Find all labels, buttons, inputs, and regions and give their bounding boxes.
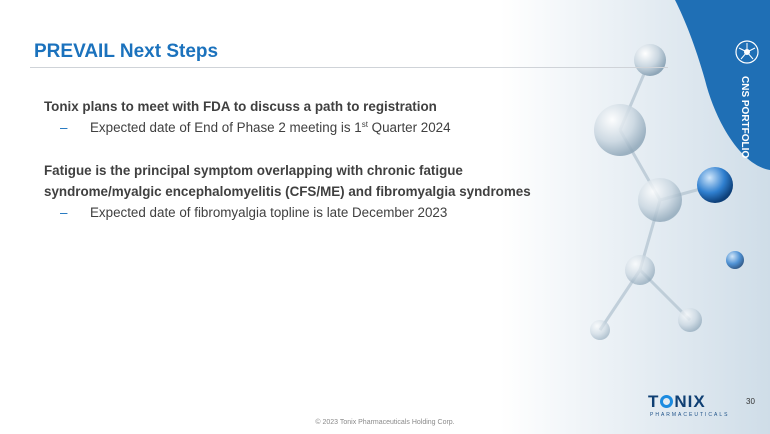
dash-marker: –: [60, 205, 68, 220]
bullet-point-fatigue: [44, 160, 604, 202]
sub-bullet-text-main: Expected date of End of Phase 2 meeting is 1: [90, 120, 362, 135]
bullet-line-2: syndrome/myalgic encephalomyelitis (CFS/ME) and fibromyalgia syndromes: [44, 184, 531, 199]
side-label: [728, 38, 766, 158]
spacer: [44, 138, 604, 160]
content-body: [44, 96, 604, 223]
ordinal-superscript: st: [361, 120, 368, 129]
logo-subtitle: PHARMACEUTICALS: [650, 412, 730, 418]
logo-wordmark: T NIX: [648, 392, 706, 411]
dash-marker: –: [60, 120, 68, 135]
sub-bullet-topline-date: [60, 202, 604, 223]
tonix-logo: [648, 392, 730, 420]
sub-bullet-text-tail: Quarter 2024: [367, 120, 451, 135]
slide-title: PREVAIL Next Steps: [34, 41, 219, 62]
sub-bullet-eop2-date: [60, 117, 604, 138]
copyright-footer: © 2023 Tonix Pharmaceuticals Holding Corp.: [315, 419, 455, 426]
sub-bullet-text: Expected date of fibromyalgia topline is late December 2023: [90, 205, 448, 220]
bullet-line-1: Fatigue is the principal symptom overlapping with chronic fatigue: [44, 163, 463, 178]
page-number: 30: [746, 397, 755, 406]
bullet-point-fda-meeting: Tonix plans to meet with FDA to discuss a path to registration: [44, 99, 437, 114]
logo-o-icon: [660, 395, 673, 408]
sub-bullet-text: [90, 117, 451, 138]
side-label-text: CNS PORTFOLIO: [739, 76, 750, 158]
title-divider: [30, 67, 668, 68]
